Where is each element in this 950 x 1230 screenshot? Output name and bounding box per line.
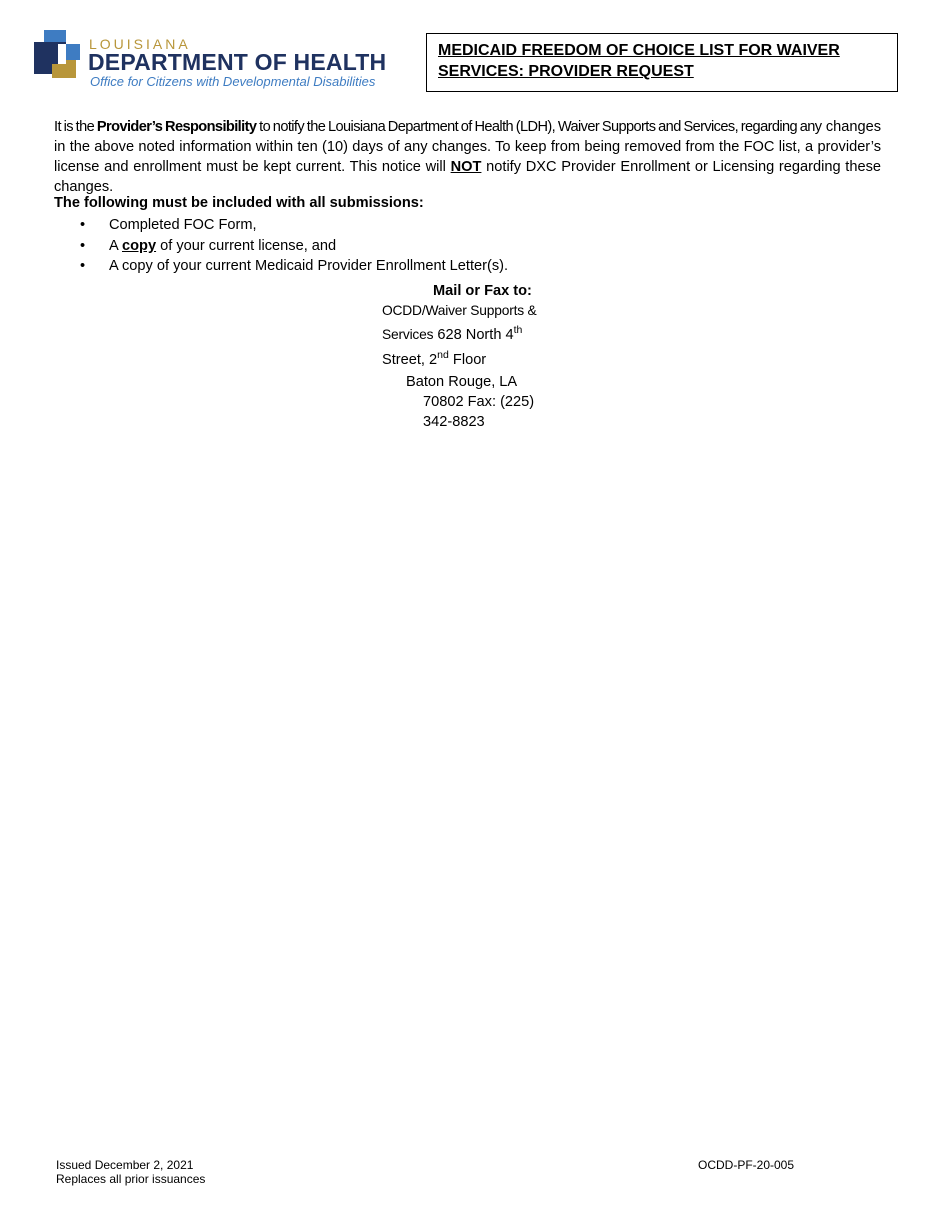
address-line-2-sup: th: [513, 324, 523, 336]
notice-paragraph: [54, 117, 881, 197]
list-item: [80, 215, 508, 236]
logo-department-text: DEPARTMENT OF HEALTH: [88, 49, 387, 75]
address-line-2-a: Services: [382, 327, 434, 342]
requirements-heading: The following must be included with all submissions:: [54, 195, 424, 211]
footer-issue-info: [56, 1158, 205, 1186]
ldh-logo: [34, 30, 404, 94]
address-line-3-sup: nd: [437, 349, 449, 361]
address-line-2: [382, 324, 523, 343]
ldh-cross-logo-icon: [34, 30, 84, 80]
requirement-3: A copy of your current Medicaid Provider Enrollment Letter(s).: [109, 258, 509, 275]
requirements-list: [80, 215, 508, 277]
notice-bold-phrase: Provider’s Responsibility: [96, 119, 257, 135]
notice-line-2: changes in the above noted information within ten (10) days of any changes. To keep from being removed from the FOC list, a provider’s license and enrollment must be kept current. This notice will: [54, 119, 881, 175]
notice-intro: It is the: [54, 119, 95, 135]
list-item: [80, 236, 508, 257]
notice-line-3: notify DXC Provider Enrollment or Licensing regarding these changes.: [54, 159, 882, 195]
logo-state-text: LOUISIANA: [89, 36, 191, 52]
form-title-line-1: MEDICAID FREEDOM OF CHOICE LIST FOR WAIVER: [438, 42, 840, 59]
notice-line-1: to notify the Louisiana Department of Health (LDH), Waiver Supports and Services, regarding any: [259, 119, 822, 135]
form-title-box: [426, 33, 898, 92]
logo-office-text: Office for Citizens with Developmental Disabilities: [90, 74, 376, 89]
form-title-line-2: SERVICES: PROVIDER REQUEST: [438, 63, 694, 80]
address-line-3: [382, 349, 487, 368]
address-line-3-a: Street, 2: [382, 352, 438, 368]
requirement-2-rest: of your current license, and: [160, 237, 337, 254]
address-line-3-b: Floor: [452, 352, 487, 368]
requirement-1: Completed FOC Form,: [109, 217, 257, 233]
footer-issued-date: Issued December 2, 2021: [56, 1158, 194, 1172]
address-line-1: OCDD/Waiver Supports &: [382, 303, 537, 318]
address-line-6: 342-8823: [423, 414, 485, 430]
address-line-2-b: 628 North 4: [437, 327, 514, 343]
address-line-4: Baton Rouge, LA: [406, 374, 518, 390]
footer-form-number: OCDD-PF-20-005: [698, 1158, 795, 1172]
requirement-2-prefix: A: [109, 237, 118, 254]
mail-fax-label: Mail or Fax to:: [433, 283, 532, 299]
list-item: [80, 256, 508, 277]
requirement-2-copy: copy: [122, 237, 157, 254]
notice-not-word: NOT: [450, 159, 482, 175]
footer-replaces: Replaces all prior issuances: [56, 1172, 206, 1186]
address-line-5: 70802 Fax: (225): [423, 394, 535, 410]
